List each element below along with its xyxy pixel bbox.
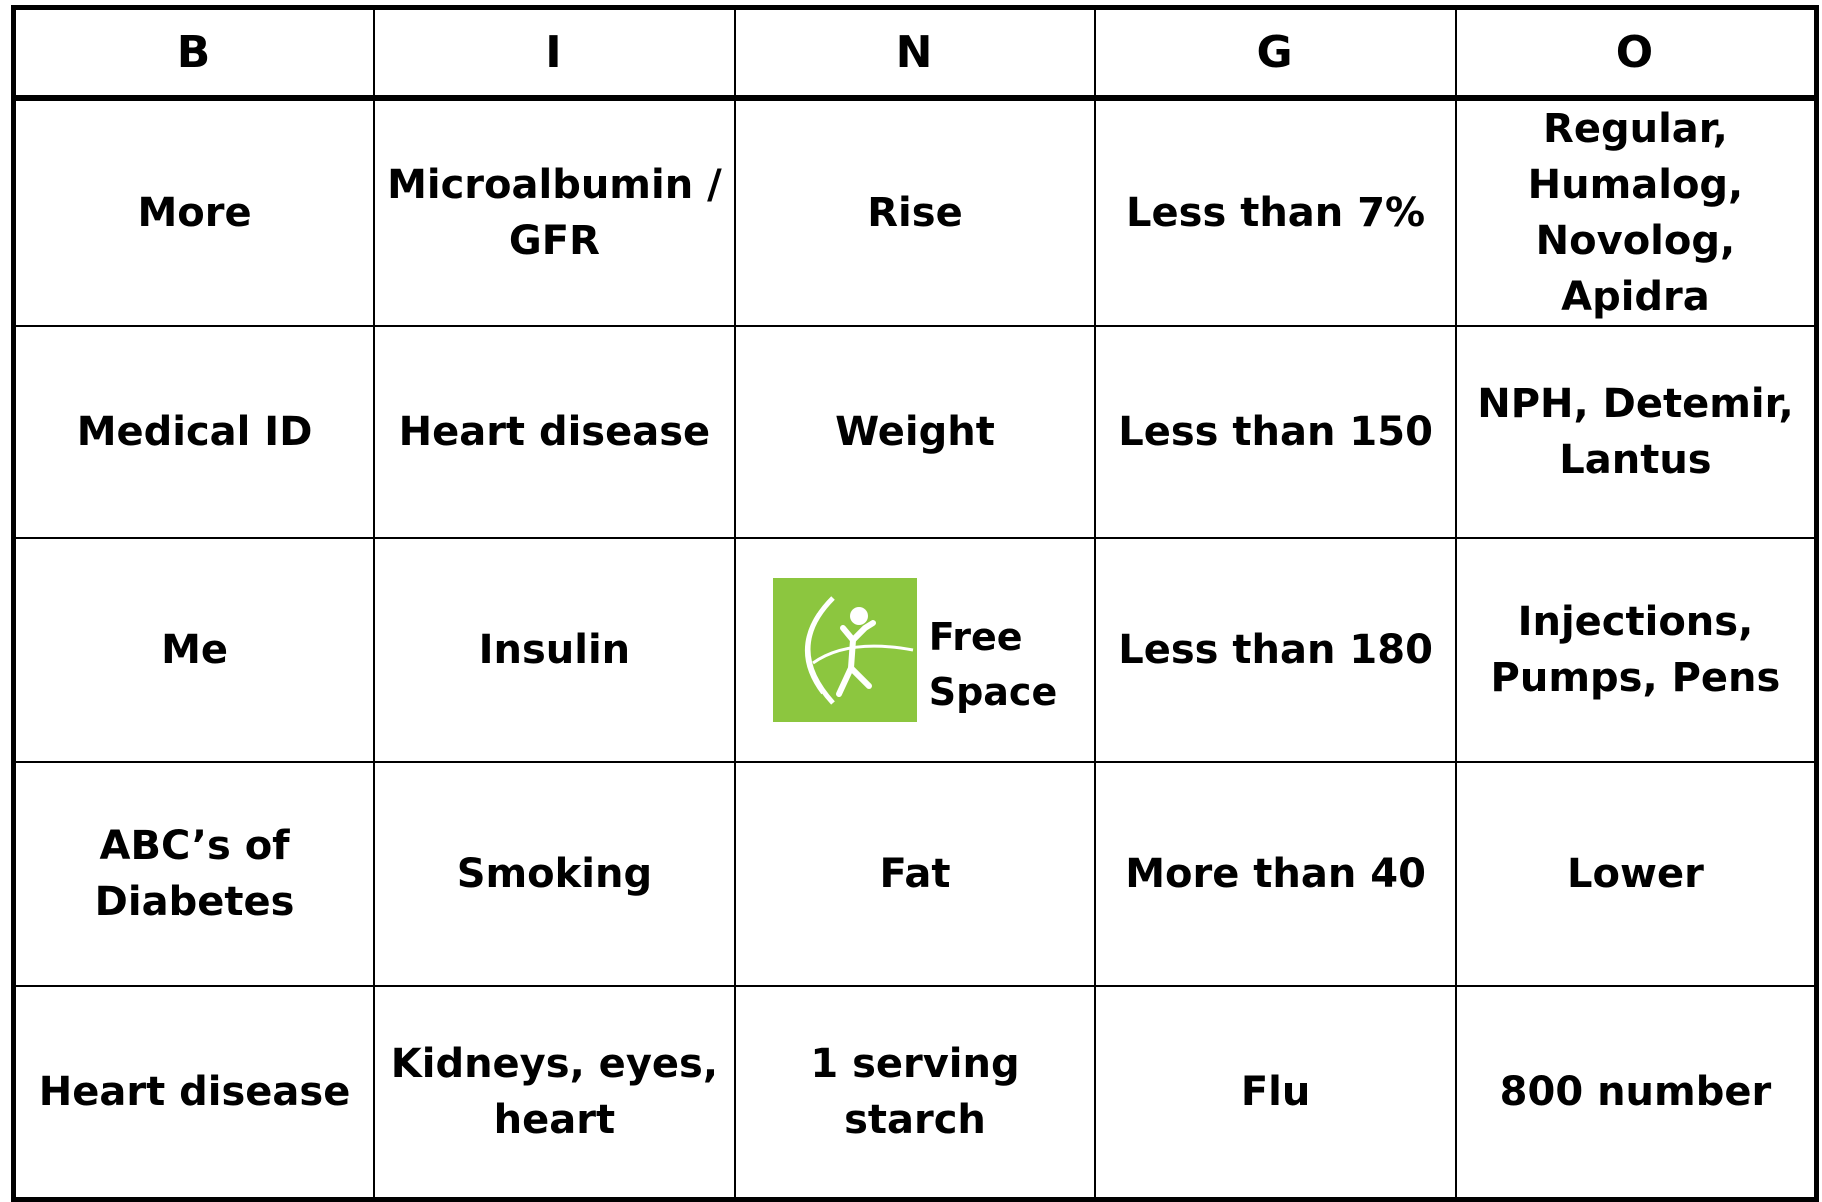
cell-text: Less than 180 [1118, 627, 1433, 673]
cell-text: ABC’s of Diabetes [94, 823, 295, 925]
table-row [14, 762, 1817, 986]
bingo-cell [1456, 326, 1817, 538]
cell-text: Kidneys, eyes, heart [390, 1041, 719, 1143]
bingo-cell [1095, 538, 1456, 762]
cell-text: Regular, Humalog, Novolog, Apidra [1527, 106, 1744, 320]
bingo-cell [14, 538, 375, 762]
header-i: I [374, 8, 735, 99]
cell-text: Microalbumin / GFR [387, 162, 722, 264]
bingo-cell [374, 98, 735, 326]
bingo-cell [1456, 98, 1817, 326]
cell-text: More [137, 190, 252, 236]
cell-text: NPH, Detemir, Lantus [1477, 381, 1794, 483]
cell-text: 800 number [1499, 1069, 1772, 1115]
cell-text: Heart disease [398, 409, 711, 455]
bingo-cell [735, 762, 1096, 986]
cell-text: Me [161, 627, 229, 673]
free-space-label [929, 580, 1058, 720]
cell-text: More than 40 [1125, 851, 1426, 897]
bingo-cell [14, 986, 375, 1200]
cell-text: Medical ID [76, 409, 313, 455]
table-row [14, 326, 1817, 538]
free-space-cell [735, 538, 1096, 762]
bingo-cell [1456, 762, 1817, 986]
bingo-cell [14, 762, 375, 986]
bingo-cell [1095, 326, 1456, 538]
cell-text: Rise [867, 190, 963, 236]
free-space-line2: Space [928, 670, 1058, 714]
cell-text: Injections, Pumps, Pens [1490, 599, 1781, 701]
cell-text: Fat [879, 851, 951, 897]
cell-text: Less than 150 [1118, 409, 1433, 455]
bingo-cell [14, 98, 375, 326]
header-g: G [1095, 8, 1456, 99]
bingo-cell [1456, 538, 1817, 762]
bingo-card [11, 5, 1819, 1202]
cell-text: Heart disease [38, 1069, 351, 1115]
bingo-cell [1095, 762, 1456, 986]
bingo-cell [735, 98, 1096, 326]
cell-text: 1 serving starch [810, 1041, 1020, 1143]
cell-text: Smoking [456, 851, 653, 897]
bingo-cell [1095, 986, 1456, 1200]
bingo-cell [735, 986, 1096, 1200]
bingo-cell [14, 326, 375, 538]
bingo-cell [1456, 986, 1817, 1200]
header-o: O [1456, 8, 1817, 99]
header-n: N [735, 8, 1096, 99]
free-space-line1: Free [928, 614, 1023, 659]
cell-text: Lower [1567, 851, 1704, 897]
header-row [14, 8, 1817, 99]
header-b: B [14, 8, 375, 99]
bingo-cell [374, 538, 735, 762]
table-row [14, 98, 1817, 326]
stick-figure-logo-icon [773, 578, 917, 722]
table-row [14, 538, 1817, 762]
cell-text: Flu [1240, 1069, 1311, 1115]
bingo-cell [735, 326, 1096, 538]
bingo-cell [374, 762, 735, 986]
bingo-cell [374, 986, 735, 1200]
free-space [742, 578, 1089, 722]
table-row [14, 986, 1817, 1200]
bingo-cell [374, 326, 735, 538]
cell-text: Weight [835, 409, 995, 455]
bingo-cell [1095, 98, 1456, 326]
cell-text: Insulin [478, 627, 631, 673]
cell-text: Less than 7% [1126, 190, 1426, 236]
